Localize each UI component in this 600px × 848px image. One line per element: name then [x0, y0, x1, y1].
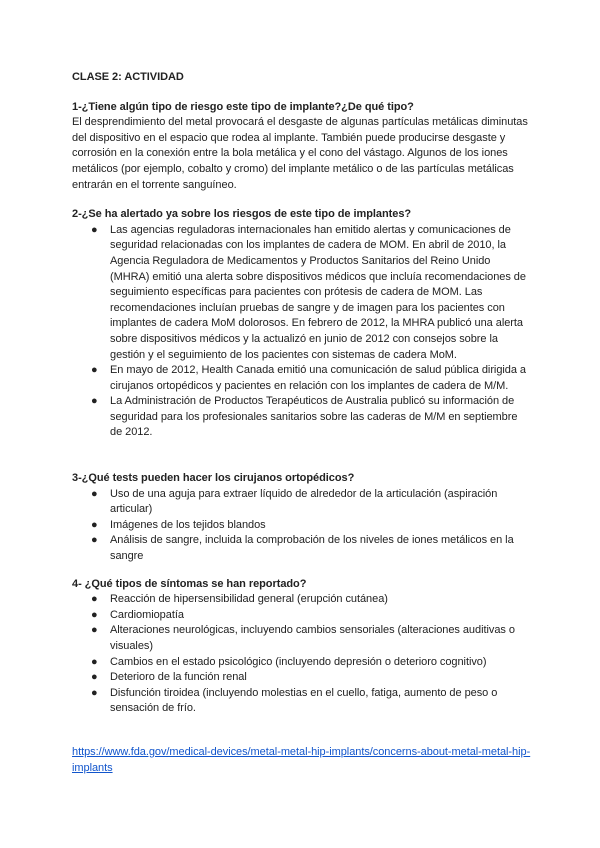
list-item: [91, 592, 532, 608]
list-item: [91, 487, 532, 518]
list-item: [91, 608, 532, 624]
question-4-heading: 4- ¿Qué tipos de síntomas se han reportado?: [72, 577, 307, 590]
question-2-bullet-list: [72, 223, 532, 441]
bullet-icon: ●: [91, 655, 98, 668]
bullet-icon: ●: [91, 671, 98, 684]
list-item: [91, 363, 532, 394]
bullet-icon: ●: [91, 395, 98, 408]
question-4-bullet-list: [72, 592, 532, 717]
question-1-heading: 1-¿Tiene algún tipo de riesgo este tipo de implante?¿De qué tipo?: [72, 100, 414, 113]
list-item: [91, 623, 532, 654]
bullet-icon: ●: [91, 518, 98, 531]
list-item-text: Análisis de sangre, incluida la comprobación de los niveles de iones metálicos en la sangre: [110, 534, 514, 563]
question-3-bullet-list: [72, 487, 532, 565]
spacer: [72, 441, 532, 471]
bullet-icon: ●: [91, 487, 98, 500]
list-item: [91, 670, 532, 686]
bullet-icon: ●: [91, 608, 98, 621]
bullet-icon: ●: [91, 624, 98, 637]
list-item: [91, 518, 532, 534]
list-item-text: Cambios en el estado psicológico (incluyendo depresión o deterioro cognitivo): [110, 655, 487, 668]
spacer: [72, 565, 532, 577]
list-item: [91, 223, 532, 363]
bullet-icon: ●: [91, 593, 98, 606]
list-item-text: En mayo de 2012, Health Canada emitió una comunicación de salud pública dirigida a cirujanos ortopédicos y pacientes en relación con los implantes de cadera de M/M.: [110, 364, 527, 392]
list-item-text: Imágenes de los tejidos blandos: [110, 518, 266, 531]
list-item: [91, 686, 532, 717]
bullet-icon: ●: [91, 364, 98, 377]
list-item: [91, 655, 532, 671]
list-item-text: Uso de una aguja para extraer líquido de alrededor de la articulación (aspiración articular): [110, 487, 498, 516]
list-item-text: Las agencias reguladoras internacionales han emitido alertas y comunicaciones de seguridad relacionadas con los implantes de cadera de MOM. En abril de 2010, la Agencia Reguladora de Medicamentos y Productos Sanitarios del Reino Unido (MHRA) emitió una alerta sobre dispositivos médicos que incluía recomendaciones de seguimiento específicas para pacientes con prótesis de cadera de MOM. Las recomendaciones incluían pruebas de sangre y de imagen para los pacientes con implantes de cadera MoM dolorosos. En febrero de 2012, la MHRA publicó una alerta sobre dispositivos médicos y la actualizó en junio de 2012 con consejos sobre la gestión y el seguimiento de los pacientes con sistemas de cadera MoM.: [110, 223, 526, 361]
source-link[interactable]: https://www.fda.gov/medical-devices/metal-metal-hip-implants/concerns-about-metal-metal-hip-implants: [72, 745, 531, 774]
list-item: [91, 394, 532, 441]
list-item-text: La Administración de Productos Terapéuticos de Australia publicó su información de seguridad para los profesionales sanitarios sobre las caderas de M/M en septiembre de 2012.: [110, 395, 518, 439]
document-page: [72, 70, 532, 776]
list-item-text: Cardiomiopatía: [110, 608, 184, 621]
question-3-heading: 3-¿Qué tests pueden hacer los cirujanos ortopédicos?: [72, 472, 355, 485]
spacer: [72, 717, 532, 745]
bullet-icon: ●: [91, 223, 98, 236]
question-1-answer: El desprendimiento del metal provocará el desgaste de algunas partículas metálicas diminutas del dispositivo en el espacio que rodea al implante. También puede producirse desgaste y corrosión en la conexión entre la bola metálica y el cono del vástago. Algunos de los iones metálicos (por ejemplo, cobalto y cromo) del implante metálico o de las partículas metálicas entrarán en el torrente sanguíneo.: [72, 116, 528, 191]
list-item-text: Alteraciones neurológicas, incluyendo cambios sensoriales (alteraciones auditivas o visuales): [110, 624, 515, 652]
question-2-heading: 2-¿Se ha alertado ya sobre los riesgos de este tipo de implantes?: [72, 208, 412, 221]
bullet-icon: ●: [91, 534, 98, 547]
document-title: CLASE 2: ACTIVIDAD: [72, 71, 184, 83]
list-item-text: Deterioro de la función renal: [110, 671, 247, 684]
list-item-text: Disfunción tiroidea (incluyendo molestias en el cuello, fatiga, aumento de peso o sensación de frío.: [110, 686, 498, 715]
bullet-icon: ●: [91, 686, 98, 699]
list-item: [91, 533, 532, 564]
spacer: [72, 193, 532, 207]
list-item-text: Reacción de hipersensibilidad general (erupción cutánea): [110, 593, 388, 606]
